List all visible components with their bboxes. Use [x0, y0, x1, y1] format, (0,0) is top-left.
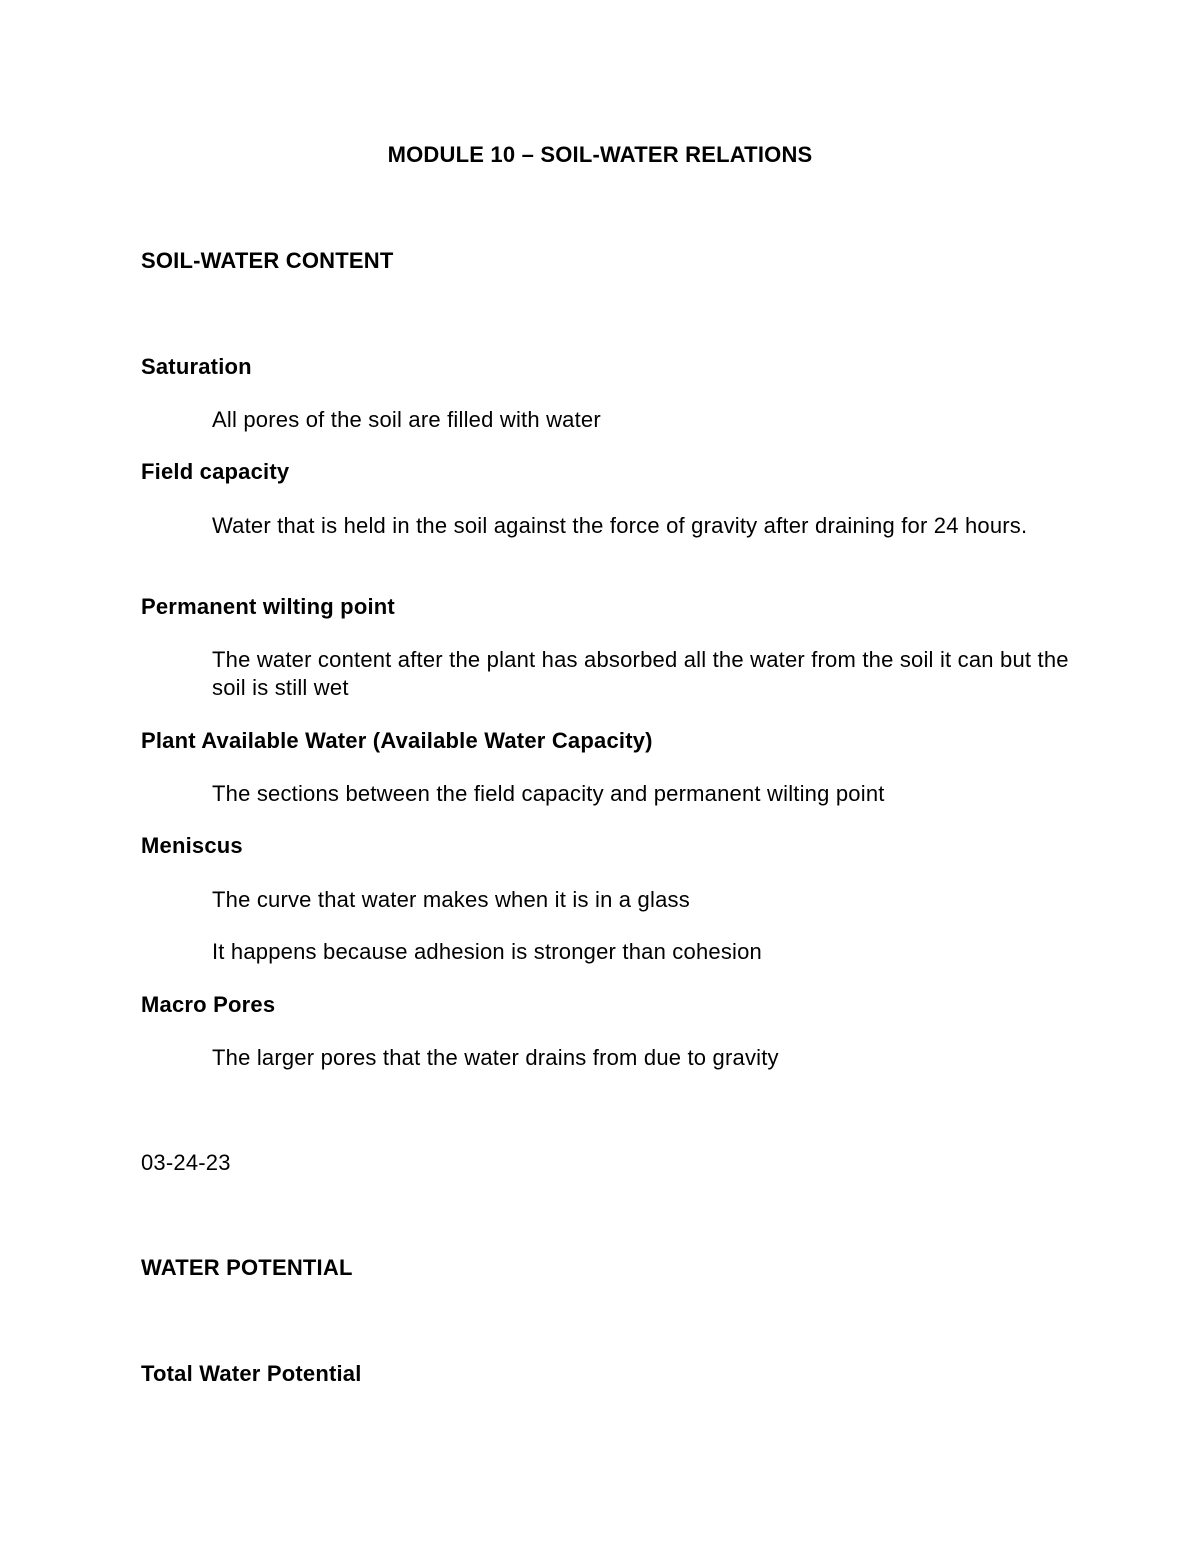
term-field-capacity: Field capacity: [141, 459, 290, 484]
document-title: MODULE 10 – SOIL-WATER RELATIONS: [387, 142, 813, 167]
definition-saturation: All pores of the soil are filled with water: [212, 407, 601, 432]
definition-permanent-wilting-point: The water content after the plant has absorbed all the water from the soil it can but the soil is still wet: [212, 647, 1069, 700]
term-meniscus: Meniscus: [141, 833, 243, 858]
definition-field-capacity: Water that is held in the soil against the force of gravity after draining for 24 hours.: [212, 513, 1028, 538]
term-plant-available-water: Plant Available Water (Available Water Capacity): [141, 728, 653, 753]
term-saturation: Saturation: [141, 354, 252, 379]
definition-plant-available-water: The sections between the field capacity and permanent wilting point: [212, 781, 885, 806]
date-stamp: 03-24-23: [141, 1150, 231, 1175]
term-total-water-potential: Total Water Potential: [141, 1361, 362, 1386]
definition-macro-pores: The larger pores that the water drains from due to gravity: [212, 1045, 779, 1070]
term-permanent-wilting-point: Permanent wilting point: [141, 594, 395, 619]
term-macro-pores: Macro Pores: [141, 992, 276, 1017]
definition-meniscus-1: The curve that water makes when it is in a glass: [212, 887, 690, 912]
definition-meniscus-2: It happens because adhesion is stronger than cohesion: [212, 939, 762, 964]
section-heading-water-potential: WATER POTENTIAL: [141, 1255, 353, 1280]
section-heading-soil-water-content: SOIL-WATER CONTENT: [141, 248, 394, 273]
